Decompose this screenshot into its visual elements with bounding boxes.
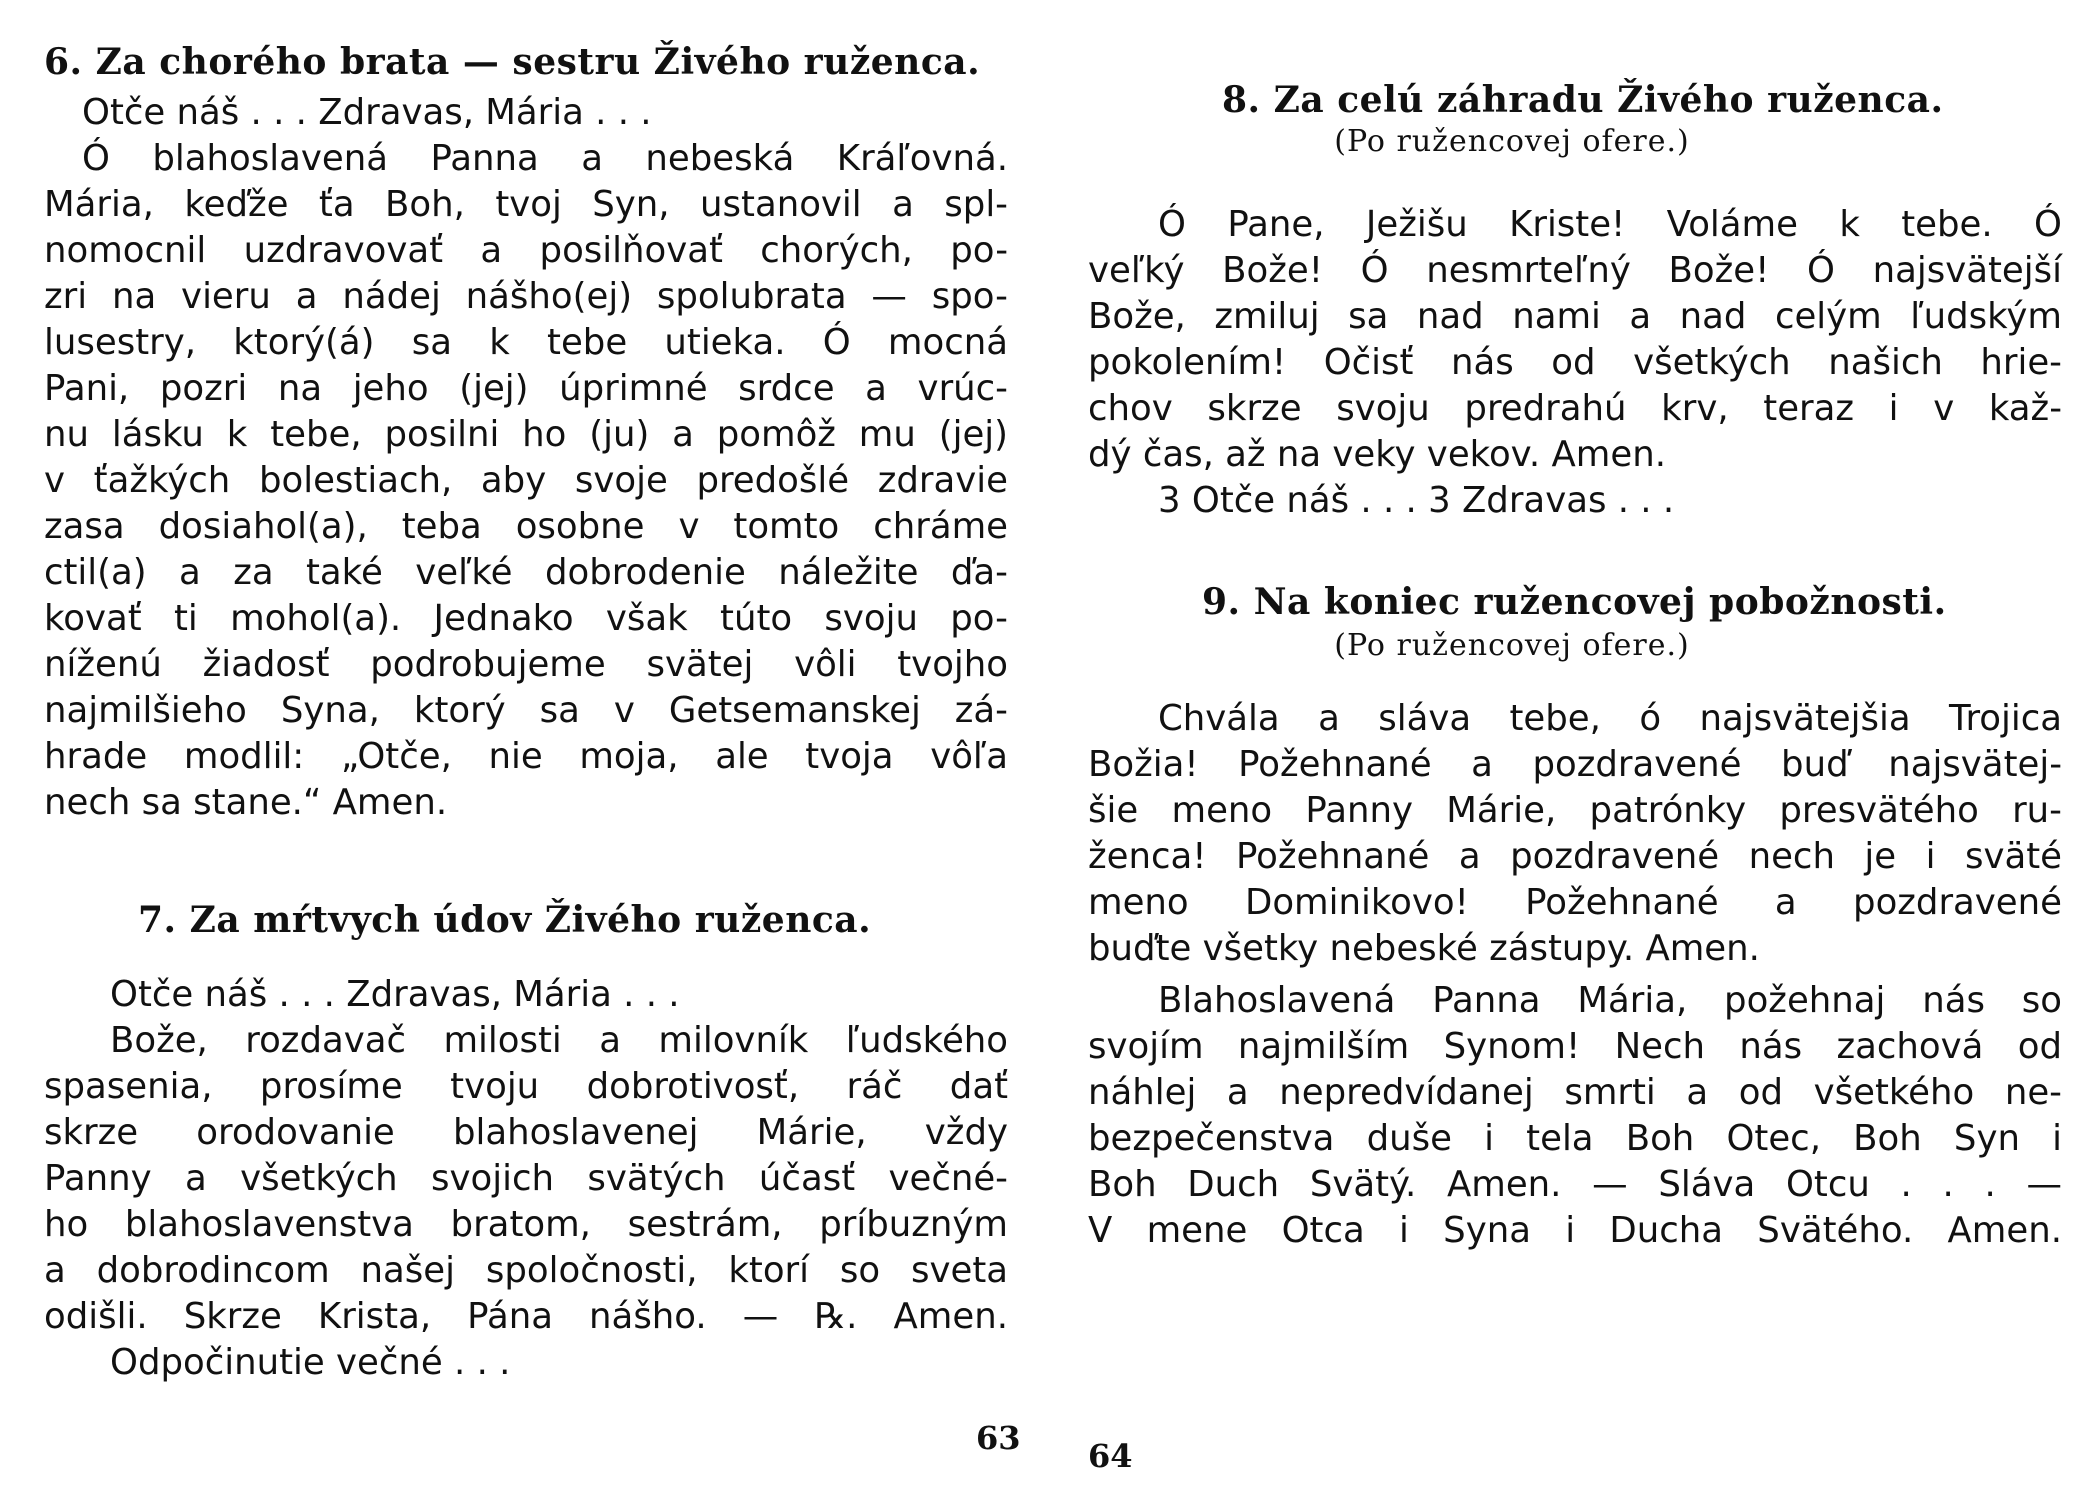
prayer-line: Otče náš . . . Zdravas, Mária . . . — [82, 92, 652, 133]
body-line: nomocnil uzdravovať a posilňovať chorých, po- — [44, 230, 1008, 271]
body-line: nu lásku k tebe, posilni ho (ju) a pomôž mu (jej) — [44, 414, 1008, 455]
body-line: Boh Duch Svätý. Amen. — Sláva Otcu . . . — — [1088, 1164, 2062, 1205]
section-8-subheading: (Po ružencovej ofere.) — [1334, 124, 1690, 159]
body-line: nech sa stane.“ Amen. — [44, 782, 448, 823]
body-line: veľký Bože! Ó nesmrteľný Bože! Ó najsvätejší — [1088, 250, 2062, 291]
body-line: Mária, keďže ťa Boh, tvoj Syn, ustanovil a spl- — [44, 184, 1008, 225]
body-line: ženca! Požehnané a pozdravené nech je i sväté — [1088, 836, 2062, 877]
body-line: Pani, pozri na jeho (jej) úprimné srdce a vrúc- — [44, 368, 1008, 409]
body-line: zri na vieru a nádej nášho(ej) spolubrata — spo- — [44, 276, 1008, 317]
body-line: Ó blahoslavená Panna a nebeská Kráľovná. — [82, 138, 1008, 179]
body-line: Odpočinutie večné . . . — [110, 1342, 511, 1383]
right-page — [1040, 0, 2084, 1500]
body-line: bezpečenstva duše i tela Boh Otec, Boh Syn i — [1088, 1118, 2062, 1159]
body-line: meno Dominikovo! Požehnané a pozdravené — [1088, 882, 2062, 923]
section-9-heading: 9. Na koniec ružencovej pobožnosti. — [1202, 581, 1947, 623]
section-6-heading: 6. Za chorého brata — sestru Živého ruženca. — [44, 41, 981, 83]
body-line: Božia! Požehnané a pozdravené buď najsvätej- — [1088, 744, 2062, 785]
section-7-prayer — [110, 972, 790, 1018]
body-line: Ó Pane, Ježišu Kriste! Voláme k tebe. Ó — [1158, 204, 2062, 245]
body-line: Blahoslavená Panna Mária, požehnaj nás so — [1158, 980, 2062, 1021]
body-line: v ťažkých bolestiach, aby svoje predošlé zdravie — [44, 460, 1008, 501]
section-7-body — [44, 1018, 1008, 1386]
body-line: chov skrze svoju predrahú krv, teraz i v kaž- — [1088, 388, 2062, 429]
section-9-para-2 — [1088, 978, 2062, 1254]
body-line: svojím najmilším Synom! Nech nás zachová od — [1088, 1026, 2062, 1067]
body-line: níženú žiadosť podrobujeme svätej vôli tvojho — [44, 644, 1008, 685]
prayer-line: Otče náš . . . Zdravas, Mária . . . — [110, 974, 680, 1015]
body-line: Bože, zmiluj sa nad nami a nad celým ľudským — [1088, 296, 2062, 337]
section-7-heading: 7. Za mŕtvych údov Živého ruženca. — [138, 899, 872, 941]
body-line: Chvála a sláva tebe, ó najsvätejšia Trojica — [1158, 698, 2062, 739]
section-6-prayer — [82, 90, 762, 136]
body-line: Panny a všetkých svojich svätých účasť večné- — [44, 1158, 1008, 1199]
closing-line: 3 Otče náš . . . 3 Zdravas . . . — [1158, 480, 1675, 521]
body-line: skrze orodovanie blahoslavenej Márie, vždy — [44, 1112, 1008, 1153]
body-line: spasenia, prosíme tvoju dobrotivosť, ráč dať — [44, 1066, 1008, 1107]
body-line: buďte všetky nebeské zástupy. Amen. — [1088, 928, 1760, 969]
body-line: Bože, rozdavač milosti a milovník ľudského — [110, 1020, 1008, 1061]
section-8-body — [1088, 202, 2062, 524]
left-page — [0, 0, 1040, 1500]
body-line: ho blahoslavenstva bratom, sestrám, príbuzným — [44, 1204, 1008, 1245]
page-number: 64 — [1088, 1437, 1133, 1475]
body-line: zasa dosiahol(a), teba osobne v tomto chráme — [44, 506, 1008, 547]
body-line: najmilšieho Syna, ktorý sa v Getsemanskej zá- — [44, 690, 1008, 731]
page-number: 63 — [976, 1419, 1021, 1457]
body-line: hrade modlil: „Otče, nie moja, ale tvoja vôľa — [44, 736, 1008, 777]
body-line: pokolením! Očisť nás od všetkých našich hrie- — [1088, 342, 2062, 383]
body-line: V mene Otca i Syna i Ducha Svätého. Amen. — [1088, 1210, 2062, 1251]
body-line: a dobrodincom našej spoločnosti, ktorí so sveta — [44, 1250, 1008, 1291]
section-9-para-1 — [1088, 696, 2062, 972]
body-line: šie meno Panny Márie, patrónky presvätého ru- — [1088, 790, 2062, 831]
section-9-subheading: (Po ružencovej ofere.) — [1334, 628, 1690, 663]
section-8-heading: 8. Za celú záhradu Živého ruženca. — [1222, 79, 1944, 121]
body-line: dý čas, až na veky vekov. Amen. — [1088, 434, 1666, 475]
body-line: ctil(a) a za také veľké dobrodenie náležite ďa- — [44, 552, 1008, 593]
body-line: náhlej a nepredvídanej smrti a od všetkého ne- — [1088, 1072, 2062, 1113]
body-line: odišli. Skrze Krista, Pána nášho. — ℞. Amen. — [44, 1296, 1008, 1337]
body-line: kovať ti mohol(a). Jednako však túto svoju po- — [44, 598, 1008, 639]
body-line: lusestry, ktorý(á) sa k tebe utieka. Ó mocná — [44, 322, 1008, 363]
section-6-body — [44, 136, 1008, 826]
